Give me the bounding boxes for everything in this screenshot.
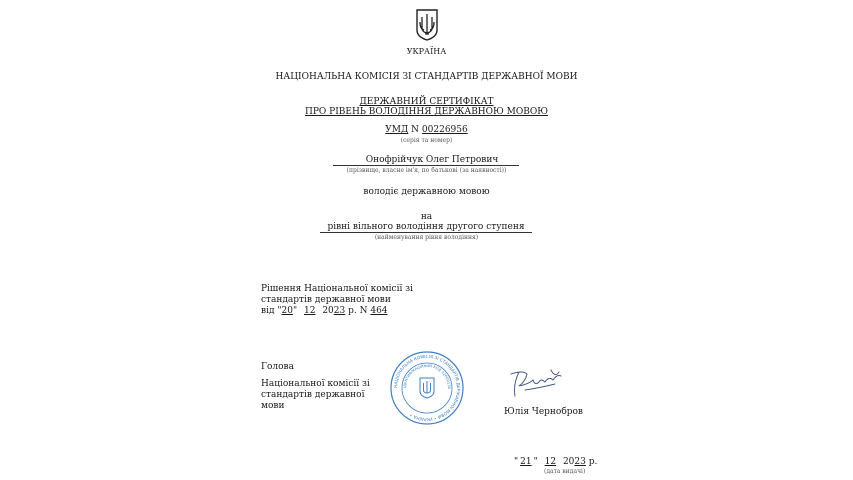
holder-caption: (прізвище, власне ім'я, по батькові (за наявності)) <box>346 167 507 174</box>
svg-text:ІДЕНТИФІКАЦІЙНИЙ КОД 42600136: ІДЕНТИФІКАЦІЙНИЙ КОД 42600136 <box>402 363 452 389</box>
decision-month: 12 <box>303 306 316 316</box>
issue-caption: (дата видачі) <box>544 468 586 475</box>
series-caption: (серія та номер) <box>400 137 453 144</box>
certificate-number-value: 00226956 <box>421 125 468 135</box>
head-org-3: мови <box>261 401 285 411</box>
series-prefix: УМД <box>385 125 409 135</box>
decision-line-1: Рішення Національної комісії зі <box>261 284 413 294</box>
number-sign: N <box>411 125 420 135</box>
country-label: УКРАЇНА <box>406 47 447 56</box>
decision-day: 20 <box>281 306 293 316</box>
signer-name: Юлія Чернобров <box>504 407 584 417</box>
decision-number: 464 <box>370 306 388 316</box>
certificate-title-2: ПРО РІВЕНЬ ВОЛОДІННЯ ДЕРЖАВНОЮ МОВОЮ <box>305 107 548 117</box>
decision-date: від "20" 12 2023 р. N 464 <box>261 306 388 316</box>
svg-text:НАЦІОНАЛЬНА КОМІСІЯ ЗІ СТАНДАР: НАЦІОНАЛЬНА КОМІСІЯ ЗІ СТАНДАРТІВ ДЕРЖАВНОЇ МОВИ • УКРАЇНА • <box>393 354 461 422</box>
owns-text: володіє державною мовою <box>363 187 490 197</box>
state-emblem <box>414 8 440 42</box>
level-text: рівні вільного володіння другого ступеня <box>320 222 532 233</box>
head-org-2: стандартів державної <box>261 390 365 400</box>
at-text: на <box>420 212 433 222</box>
certificate-number <box>0 125 853 135</box>
issue-month: 12 <box>544 457 557 467</box>
issue-date: " 21 " 12 2023 р. <box>514 457 598 467</box>
seal-icon <box>389 350 465 426</box>
trident-icon <box>414 8 440 42</box>
signature-icon <box>505 366 569 402</box>
decision-line-2: стандартів державної мови <box>261 295 391 305</box>
head-title: Голова <box>261 362 294 372</box>
certificate-title-1: ДЕРЖАВНИЙ СЕРТИФІКАТ <box>359 97 494 107</box>
seal-trident-icon <box>420 378 434 398</box>
commission-title: НАЦІОНАЛЬНА КОМІСІЯ ЗІ СТАНДАРТІВ ДЕРЖАВНОЇ МОВИ <box>275 72 578 82</box>
issue-day: 21 <box>520 457 532 467</box>
holder-name: Онофрійчук Олег Петрович <box>333 155 519 166</box>
level-caption: (найменування рівня володіння) <box>374 234 479 241</box>
head-org-1: Національної комісії зі <box>261 379 370 389</box>
